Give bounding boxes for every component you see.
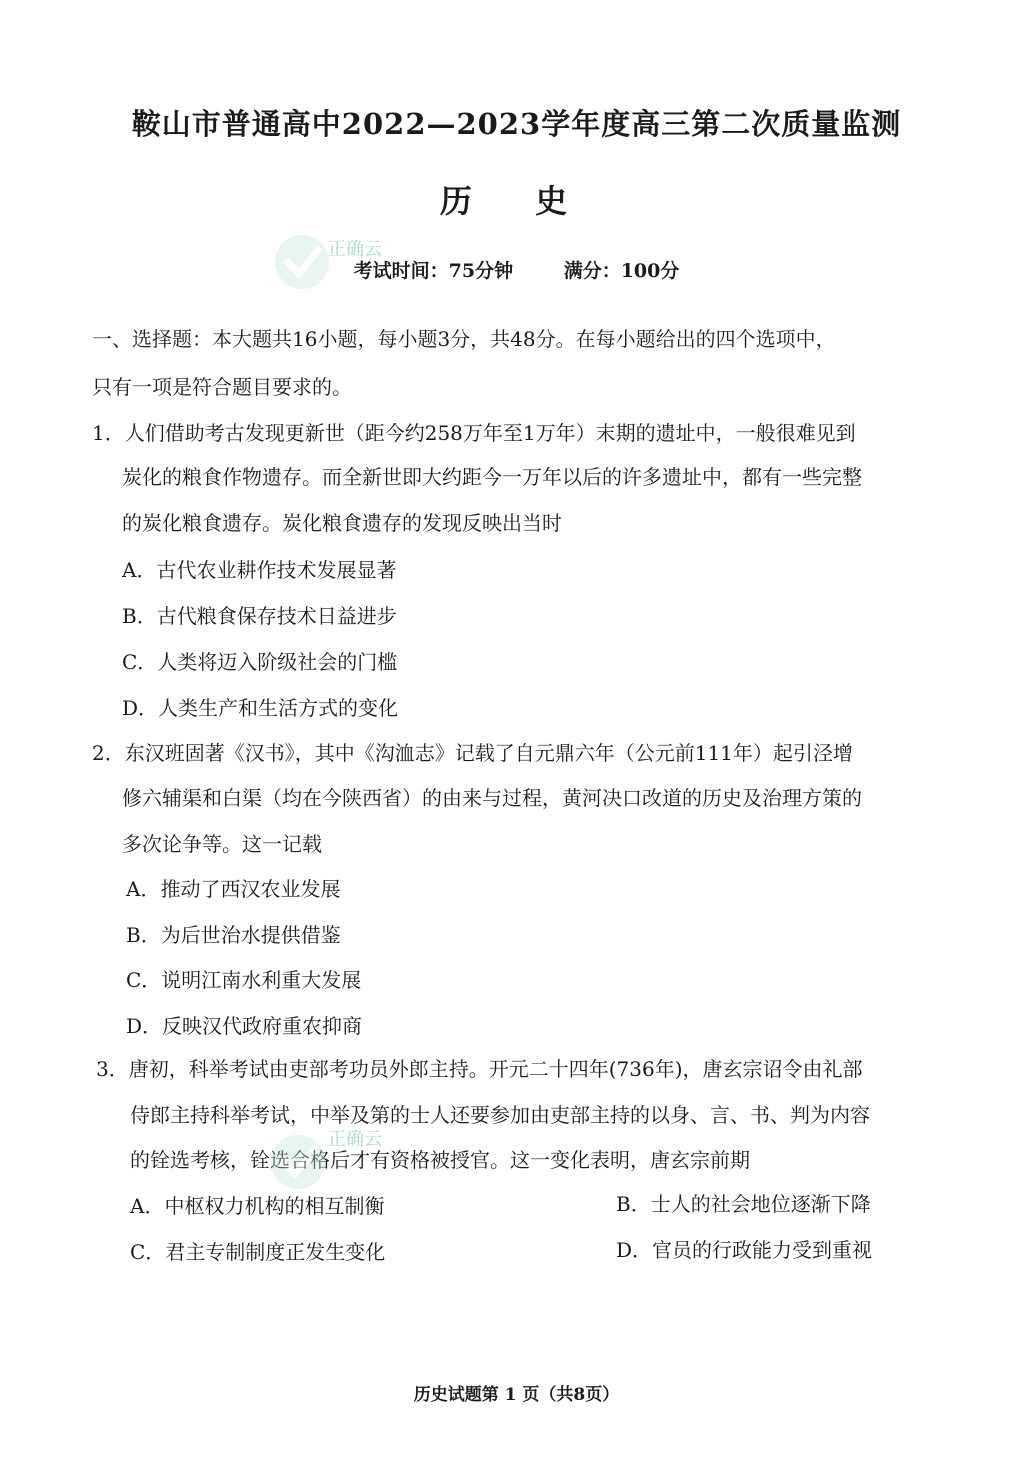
q1-stem-line3: 的炭化粮食遗存。炭化粮食遗存的发现反映出当时	[122, 511, 562, 535]
exam-score: 满分：100分	[563, 260, 680, 282]
subject-title: 历 史	[439, 182, 594, 220]
exam-time: 考试时间：75分钟	[353, 260, 514, 282]
exam-meta	[0, 256, 1033, 283]
section-instruction-line1: 一、选择题：本大题共16小题，每小题3分，共48分。在每小题给出的四个选项中，	[92, 327, 836, 351]
q2-option-c: C．说明江南水利重大发展	[126, 968, 362, 992]
q3-stem-line2: 侍郎主持科举考试，中举及第的士人还要参加由吏部主持的以身、言、书、判为内容	[130, 1103, 870, 1127]
q1-option-b: B．古代粮食保存技术日益进步	[122, 604, 397, 628]
q3-option-b: B．士人的社会地位逐渐下降	[616, 1192, 871, 1216]
q2-stem-line2: 修六辅渠和白渠（均在今陕西省）的由来与过程，黄河决口改道的历史及治理方策的	[122, 786, 862, 810]
q2-stem-line3: 多次论争等。这一记载	[122, 832, 322, 856]
q1-stem-line1: 1．人们借助考古发现更新世（距今约258万年至1万年）末期的遗址中，一般很难见到	[92, 421, 856, 445]
q2-stem-line1: 2．东汉班固著《汉书》，其中《沟洫志》记载了自元鼎六年（公元前111年）起引泾增	[92, 741, 853, 765]
watermark-logo-icon	[272, 232, 332, 292]
watermark-text-2: 正确云	[328, 1129, 382, 1150]
section-instruction-line2: 只有一项是符合题目要求的。	[92, 375, 352, 399]
q3-stem-line3: 的铨选考核，铨选合格后才有资格被授官。这一变化表明，唐玄宗前期	[130, 1148, 750, 1172]
q2-option-d: D．反映汉代政府重农抑商	[126, 1014, 363, 1038]
q3-option-c: C．君主专制制度正发生变化	[130, 1240, 386, 1264]
q1-option-c: C．人类将迈入阶级社会的门槛	[122, 650, 398, 674]
exam-title: 鞍山市普通高中2022—2023学年度高三第二次质量监测	[131, 107, 902, 141]
q2-option-b: B．为后世治水提供借鉴	[126, 923, 341, 947]
q1-stem-line2: 炭化的粮食作物遗存。而全新世即大约距今一万年以后的许多遗址中，都有一些完整	[122, 465, 862, 489]
q3-option-a: A．中枢权力机构的相互制衡	[130, 1194, 385, 1218]
page-footer: 历史试题第 1 页（共8页）	[413, 1385, 620, 1405]
watermark-logo-icon-2	[268, 1132, 328, 1192]
q3-option-d: D．官员的行政能力受到重视	[616, 1238, 873, 1262]
watermark-text: 正确云	[328, 239, 382, 260]
q1-option-a: A．古代农业耕作技术发展显著	[122, 558, 397, 582]
q2-option-a: A．推动了西汉农业发展	[126, 877, 341, 901]
q3-stem-line1: 3．唐初，科举考试由吏部考功员外郎主持。开元二十四年(736年)，唐玄宗诏令由礼部	[96, 1057, 863, 1081]
q1-option-d: D．人类生产和生活方式的变化	[122, 696, 399, 720]
